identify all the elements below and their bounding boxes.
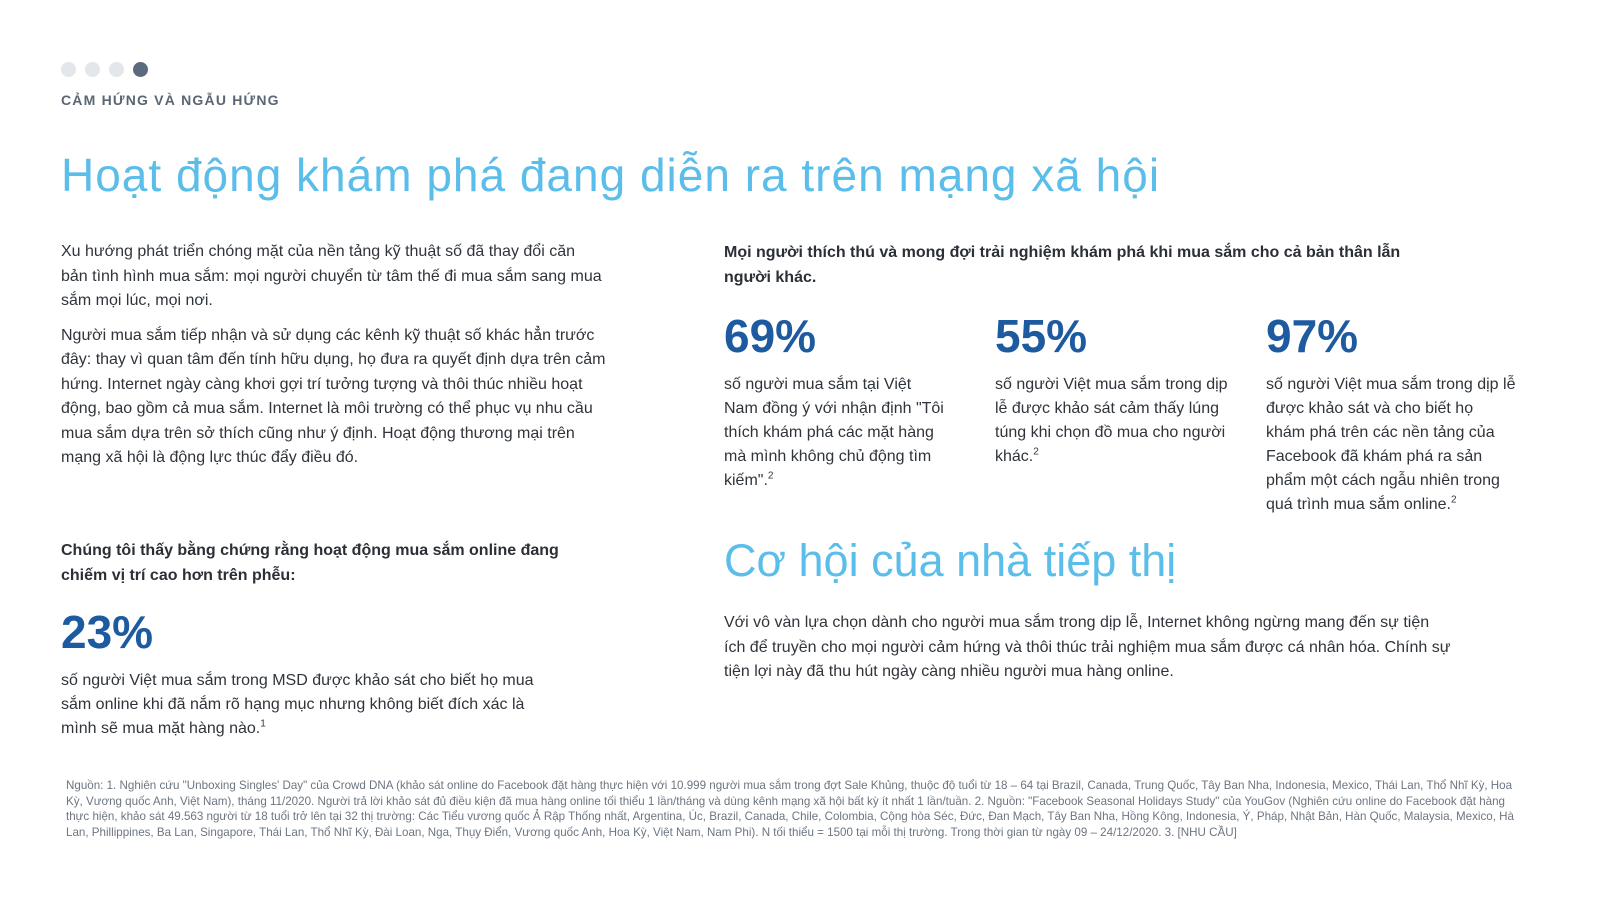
intro-paragraph-1: Xu hướng phát triển chóng mặt của nền tảng kỹ thuật số đã thay đổi căn bản tình hình mua sắm: mọi người chuyển từ tâm thế đi mua sắm sang mua sắm mọi lúc, mọi nơi.	[61, 243, 602, 309]
stat-description	[1266, 373, 1516, 517]
stat-description-text: số người Việt mua sắm trong MSD được khảo sát cho biết họ mua sắm online khi đã nắm rõ hạng mục nhưng không biết đích xác là mình sẽ mua mặt hàng nào.	[61, 672, 534, 737]
footnote-ref: 2	[767, 470, 774, 482]
stat-description	[61, 669, 561, 741]
progress-dot	[61, 62, 76, 77]
intro-text	[61, 240, 606, 471]
section-subtitle: Cơ hội của nhà tiếp thị	[724, 535, 1177, 586]
stat-description-text: số người mua sắm tại Việt Nam đồng ý với nhận định "Tôi thích khám phá các mặt hàng mà mình không chủ động tìm kiếm".	[724, 376, 944, 489]
stat-card	[995, 310, 1240, 469]
stat-description	[995, 373, 1240, 469]
stat-card-left	[61, 606, 561, 741]
right-lead: Mọi người thích thú và mong đợi trải nghiệm khám phá khi mua sắm cho cả bản thân lẫn người khác.	[724, 244, 1401, 286]
footnote-ref: 2	[1033, 446, 1039, 458]
stat-description	[724, 373, 949, 493]
stat-description-text: số người Việt mua sắm trong dịp lễ được khảo sát cảm thấy lúng túng khi chọn đồ mua cho người khác.	[995, 376, 1228, 465]
page-title: Hoạt động khám phá đang diễn ra trên mạng xã hội	[61, 149, 1161, 201]
footnote-ref: 1	[260, 718, 266, 730]
stat-value: 55%	[995, 310, 1088, 362]
opportunity-paragraph: Với vô vàn lựa chọn dành cho người mua sắm trong dịp lễ, Internet không ngừng mang đến sự tiện ích để truyền cho mọi người cảm hứng và thôi thúc trải nghiệm mua sắm được cá nhân hóa. Chính sự tiện lợi này đã thu hút ngày càng nhiều người mua hàng online.	[724, 614, 1451, 680]
progress-dot	[109, 62, 124, 77]
progress-dot	[85, 62, 100, 77]
stat-card	[724, 310, 949, 493]
progress-dots	[61, 62, 148, 77]
left-lead: Chúng tôi thấy bằng chứng rằng hoạt động mua sắm online đang chiếm vị trí cao hơn trên phễu:	[61, 542, 559, 584]
source-footnote: Nguồn: 1. Nghiên cứu "Unboxing Singles' Day" của Crowd DNA (khảo sát online do Facebook đặt hàng thực hiện với 10.999 người mua sắm trong đợt Sale Khủng, thuộc độ tuổi từ 18 – 64 tại Brazil, Canada, Trung Quốc, Tây Ban Nha, Indonesia, Mexico, Thái Lan, Thổ Nhĩ Kỳ, Hoa Kỳ, Vương quốc Anh, Việt Nam), tháng 11/2020. Người trả lời khảo sát đủ điều kiện đã mua hàng online tối thiểu 1 lần/tháng và dùng kênh mạng xã hội bất kỳ ít nhất 1 lần/tuần. 2. Nguồn: "Facebook Seasonal Holidays Study" của YouGov (Nghiên cứu online do Facebook đặt hàng thực hiện, khảo sát 49.563 người từ 18 tuổi trở lên tại 32 thị trường: Các Tiểu vương quốc Ả Rập Thống nhất, Argentina, Úc, Brazil, Canada, Chile, Colombia, Cộng hòa Séc, Đức, Đan Mạch, Tây Ban Nha, Hồng Kông, Indonesia, Ý, Pháp, Nhật Bản, Hàn Quốc, Malaysia, Mexico, Hà Lan, Phillippines, Ba Lan, Singapore, Thái Lan, Thổ Nhĩ Kỳ, Đài Loan, Nga, Thụy Điển, Vương quốc Anh, Hoa Kỳ, Việt Nam, Nam Phi). N tối thiểu = 1500 tại mỗi thị trường. Trong thời gian từ ngày 09 – 24/12/2020. 3. [NHU CẦU]	[66, 779, 1514, 839]
progress-dot-active	[133, 62, 148, 77]
stat-description-text: số người Việt mua sắm trong dịp lễ được khảo sát và cho biết họ khám phá trên các nền tảng của Facebook đã khám phá ra sản phẩm một cách ngẫu nhiên trong quá trình mua sắm online.	[1266, 376, 1516, 513]
stat-value: 69%	[724, 310, 817, 362]
footnote-ref: 2	[1451, 494, 1457, 506]
stat-card	[1266, 310, 1516, 517]
intro-paragraph-2: Người mua sắm tiếp nhận và sử dụng các kênh kỹ thuật số khác hẳn trước đây: thay vì quan tâm đến tính hữu dụng, họ đưa ra quyết định dựa trên cảm hứng. Internet ngày càng khơi gợi trí tưởng tượng và thôi thúc nhiều hoạt động, bao gồm cả mua sắm. Internet là môi trường có thể phục vụ nhu cầu mua sắm dựa trên sở thích cũng như ý định. Hoạt động thương mại trên mạng xã hội là động lực thúc đẩy điều đó.	[61, 326, 606, 466]
stat-value: 97%	[1266, 310, 1359, 362]
stat-value: 23%	[61, 606, 154, 658]
section-eyebrow: CẢM HỨNG VÀ NGẪU HỨNG	[61, 92, 280, 108]
